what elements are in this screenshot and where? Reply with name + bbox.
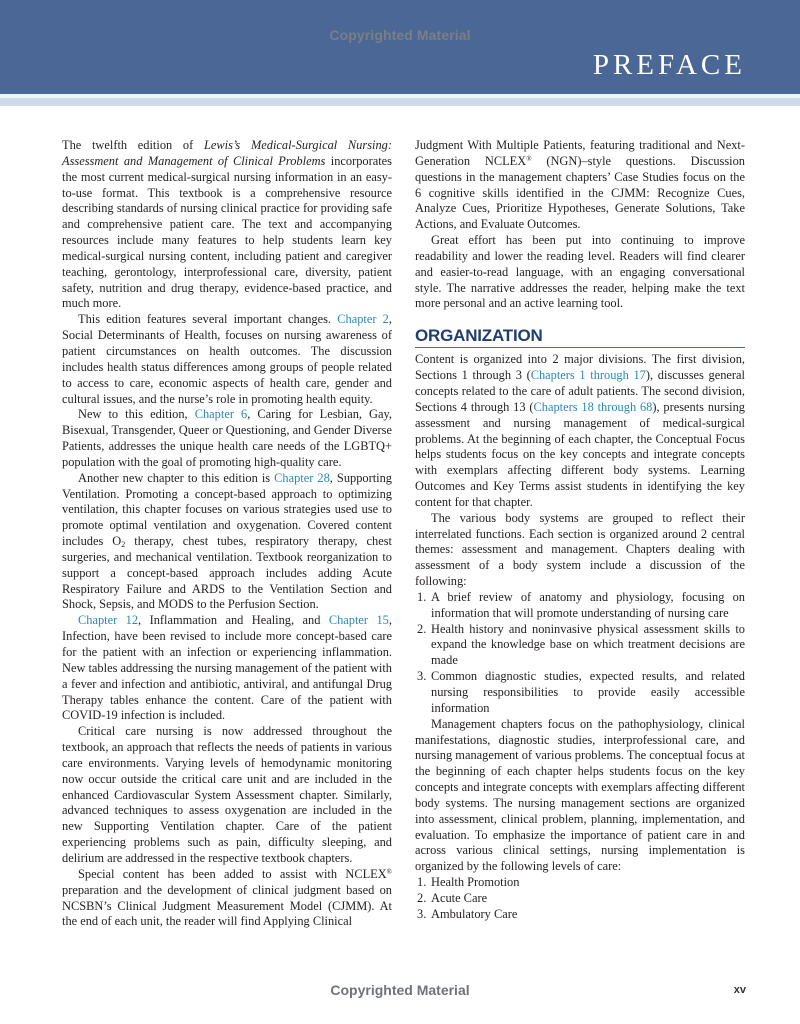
list-item: 1. A brief review of anatomy and physiology, focusing on information that will promote understanding of nursing care <box>417 589 745 620</box>
list-item: 2. Health history and noninvasive physical assessment skills to expand the knowledge base on which treatment decisions are made <box>417 621 745 668</box>
copyright-watermark-bottom: Copyrighted Material <box>330 982 470 998</box>
list-item: 1. Health Promotion <box>417 875 520 890</box>
list-item: 2. Acute Care <box>417 890 488 905</box>
chapter-6-link[interactable]: Chapter 6 <box>194 407 248 422</box>
chapters-1-17-link[interactable]: Chapters 1 through 17 <box>530 368 646 383</box>
paragraph-management: Management chapters focus on the pathophysiology, clinical manifestations, diagnostic studies, interprofessional care, and nursing management of various problems. The conceptual focus at the beginning of each chapter helps students focus on the key concepts and integrate concepts with exemplars affecting different body systems. The nursing management sections are organized into assessment, clinical problem, planning, implementation, and evaluation. To emphasize the importance of patient care in and across various clinical settings, nursing implementation is organized by the following levels of care: <box>415 716 745 874</box>
left-column <box>62 138 392 930</box>
paragraph-organization: Content is organized into 2 major divisions. The first division, Sections 1 through 3 (Chapters 1 through 17), discusses general concepts related to the care of adult patients. The second division, Sections 4 through 13 (Chapters 18 through 68), presents nursing assessment and nursing management of medical-surgical problems. At the beginning of each chapter, the Conceptual Focus helps students focus on the key concepts and integrate concepts with exemplars affecting different body systems. Learning Outcomes and Key Terms assist students in identifying the key content for that chapter. <box>415 352 745 509</box>
chapter-28-link[interactable]: Chapter 28 <box>274 470 330 485</box>
page-title: PREFACE <box>592 49 746 81</box>
chapters-18-68-link[interactable]: Chapters 18 through 68 <box>533 399 653 414</box>
list-item: 3. Ambulatory Care <box>417 906 518 921</box>
list-item: 3. Common diagnostic studies, expected results, and related nursing responsibilities to provide easily accessible information <box>417 669 745 715</box>
paragraph-body-systems: The various body systems are grouped to reflect their interrelated functions. Each section is organized around 2 central themes: assessment and management. Chapters dealing with assessment of a body system include a discussion of the following: <box>415 510 745 589</box>
assessment-list <box>415 590 745 717</box>
paragraph-chapters-12-15: Chapter 12, Inflammation and Healing, and Chapter 15, Infection, have been revised to include more concept-based care for the patient with an infection or experiencing inflammation. New tables addressing the nursing management of the patient with a fever and infection and antibiotic, antiviral, and antifungal Drug Therapy tables enhance the content. Care of the patient with COVID-19 infection is included. <box>62 613 392 723</box>
paragraph-nclex: Special content has been added to assist with NCLEX® preparation and the development of clinical judgment based on NCSBN’s Clinical Judgment Measurement Model (CJMM). At the end of each unit, the reader will find Applying Clinical <box>62 866 392 929</box>
section-heading-organization: ORGANIZATION <box>415 326 745 348</box>
care-levels-list <box>415 875 745 923</box>
paragraph-chapter-28: Another new chapter to this edition is Chapter 28, Supporting Ventilation. Promoting a concept-based approach to optimizing ventilation, this chapter focuses on various strategies used use to promote optimal ventilation and oxygenation. Covered content includes $O_2$ therapy, chest tubes, respiratory therapy, chest surgeries, and mechanical ventilation. Textbook reorganization to support a concept-based approach includes adding Acute Respiratory Failure and ARDS to the Ventilation Section and Shock, Sepsis, and MODS to the Perfusion Section. <box>62 470 392 612</box>
book-title: Lewis’s Medical-Surgical Nursing: Assessment and Management of Clinical Problems <box>62 138 392 168</box>
right-column <box>415 138 745 923</box>
chapter-2-link[interactable]: Chapter 2 <box>337 312 389 327</box>
paragraph-chapter-6: New to this edition, Chapter 6, Caring for Lesbian, Gay, Bisexual, Transgender, Queer or Questioning, and Gender Diverse Patients, addresses the unique health care needs of the LGBTQ+ population with the goal of promoting high-quality care. <box>62 407 392 469</box>
paragraph-changes: This edition features several important changes. Chapter 2, Social Determinants of Health, focuses on nursing awareness of patient circumstances on health outcomes. The discussion includes health status differences among groups of people related to access to care, economic aspects of health care, gender and cultural issues, and the nurse’s role in promoting health equity. <box>62 312 392 406</box>
chapter-15-link[interactable]: Chapter 15 <box>328 613 389 628</box>
copyright-watermark-top: Copyrighted Material <box>329 27 471 43</box>
paragraph-critical-care: Critical care nursing is now addressed throughout the textbook, an approach that reflects the needs of patients in various care environments. Varying levels of hemodynamic monitoring now occur outside the critical care unit and are included in the enhanced Cardiovascular System Assessment chapter. Similarly, advanced techniques to assess oxygenation are included in the new Supporting Ventilation chapter. Care of the patient experiencing problems such as pain, difficulty sleeping, and delirium are addressed in the respective textbook chapters. <box>62 724 392 865</box>
chapter-12-link[interactable]: Chapter 12 <box>78 613 139 628</box>
paragraph-readability: Great effort has been put into continuing to improve readability and lower the reading level. Readers will find clearer and easier-to-read language, with an engaging conversational style. The narrative addresses the reader, helping make the text more personal and an active learning tool. <box>415 233 745 311</box>
page-number: xv <box>733 984 746 996</box>
paragraph-intro: The twelfth edition of Lewis’s Medical-Surgical Nursing: Assessment and Management of Clinical Problems incorporates the most current medical-surgical nursing information in an easy-to-use format. This textbook is a comprehensive resource describing standards of nursing clinical practice for providing safe and comprehensive patient care. The text and accompanying resources include many features to help students learn key medical-surgical nursing content, including patient and caregiver teaching, gerontology, interprofessional care, diversity, patient safety, nutrition and drug therapy, evidence-based practice, and much more. <box>62 138 392 311</box>
paragraph-nclex-continued: Judgment With Multiple Patients, featuring traditional and Next-Generation NCLEX® (NGN)–style questions. Discussion questions in the management chapters’ Case Studies focus on the 6 cognitive skills identified in the CJMM: Recognize Cues, Analyze Cues, Prioritize Hypotheses, Generate Solutions, Take Actions, and Evaluate Outcomes. <box>415 138 745 232</box>
header-rule-accent <box>0 98 800 106</box>
